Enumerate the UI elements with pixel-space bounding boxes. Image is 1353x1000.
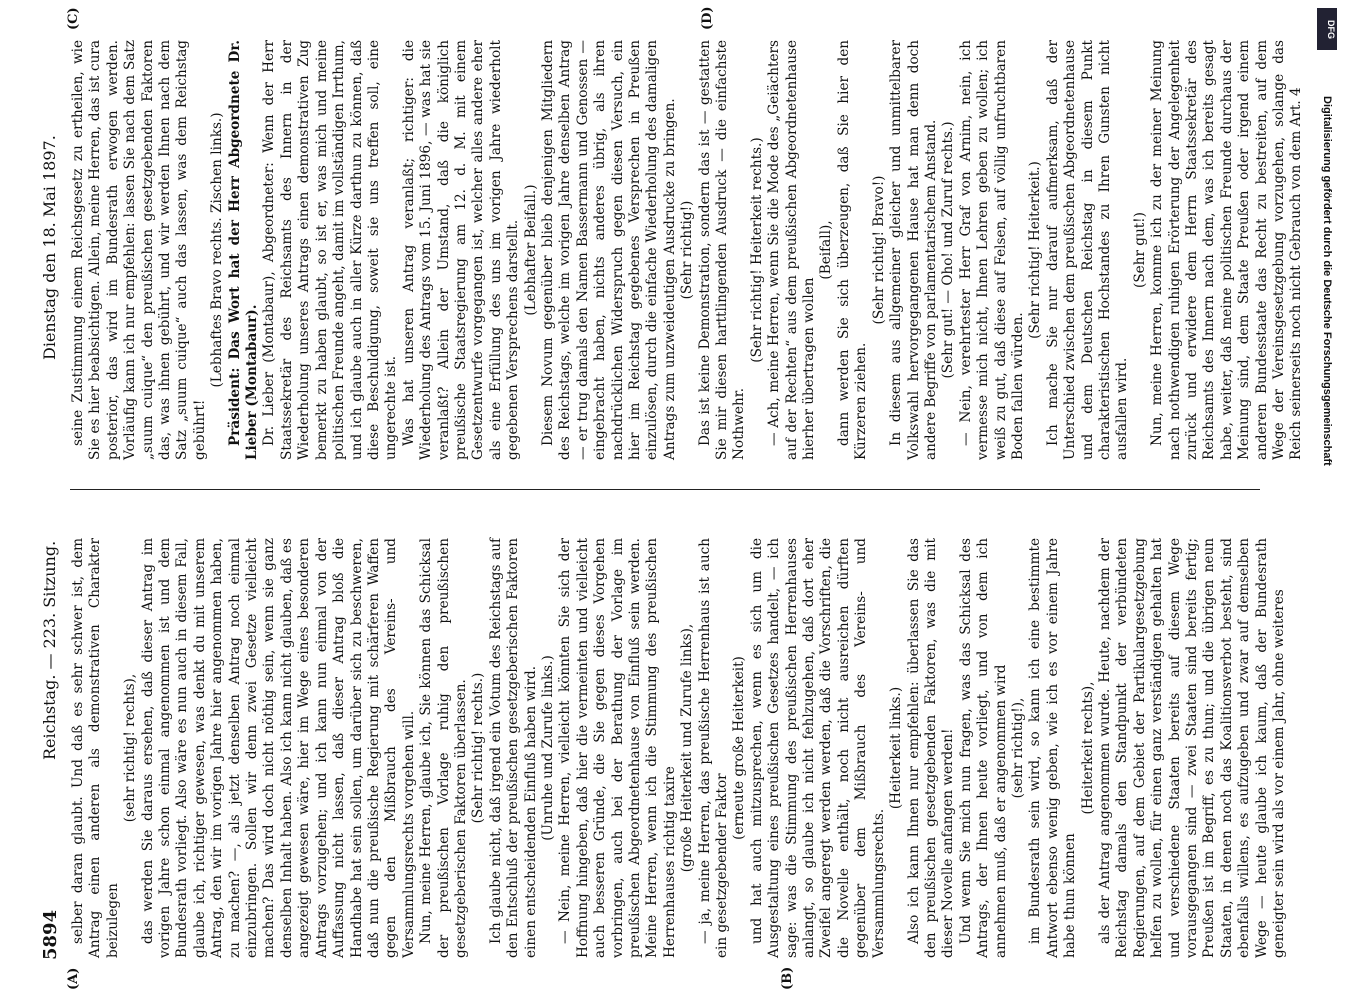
header-session: Reichstag. — 223. Sitzung. xyxy=(40,540,59,760)
interjection: (Unruhe und Zurufe links.) xyxy=(539,655,556,841)
paragraph: Diesem Novum gegenüber blieb denjenigen Mitgliedern des Reichstags, welche im vorigen Jahre denselben Antrag — er trug damals den Namen Bassermann und Genossen — eingebracht haben, nichts anderes übrig, als ihren nachdrücklichen Widerspruch gegen diesen Versuch, ein hier im Reichstag gegebenes Versprechen in Preußen einzulösen, durch die einfache Wiederholung des damaligen Antrags zum unzweideutigen Ausdrucke zu bringen. xyxy=(539,40,678,460)
paragraph: Dr. Lieber (Montabaur), Abgeordneter: Wenn der Herr Staatssekretär des Reichsamts des Innern in der Wiederholung unseres Antrags einen demonstrativen Zug bemerkt zu haben glaubt, so ist er, was mich und meine politischen Freunde angeht, damit im vollständigen Irrthum, und ich glaube auch in aller Kürze darthun zu können, daß diese Beschuldigung, soweit sie uns treffen soll, eine ungerechte ist. xyxy=(261,40,400,460)
paragraph: Das ist keine Demonstration, sondern das ist — gestatten Sie mir diesen harttlingenden Ausdruck — die einfachste Nothwehr. xyxy=(696,40,748,460)
paragraph: selber daran glaubt. Und daß es sehr schwer ist, dem Antrag einen anderen als demonstrativen Charakter beizulegen xyxy=(70,538,121,958)
interjection: (Heiterkeit links.) xyxy=(888,686,905,810)
interjection: (große Heiterkeit und Zurufe links), xyxy=(679,623,696,873)
column-divider xyxy=(70,489,1260,490)
interjection: (Beifall), xyxy=(818,220,835,280)
column-left xyxy=(70,538,1288,958)
paragraph: — Nein, meine Herren, vielleicht könnten Sie sich der Hoffnung hingeben, daß hier die vermeinten und vielleicht auch besseren Gründe, die Sie gegen dieses Vorgehen vorbringen, auch bei der Berathung der Vorlage im preußischen Abgeordnetenhause von Einfluß sein werden. Meine Herren, wenn ich die Stimmung des preußischen Herrenhauses richtig taxire xyxy=(557,538,678,958)
paragraph: im Bundesrath sein wird, so kann ich eine bestimmte Antwort ebenso wenig geben, wie ich es vor einem Jahre habe thun können xyxy=(1027,538,1079,958)
speaker-line: Präsident: Das Wort hat der Herr Abgeordnete Dr. Lieber (Montabaur). xyxy=(226,40,261,460)
paragraph: und hat auch mitzusprechen, wenn es sich um die Ausgestaltung eines preußischen Gesetzes handelt, — ich sage: was die Stimmung des preußischen Herrenhauses anlangt, so glaube ich nicht fehlzugehen, daß dort eher Zweifel angeregt werden werden, daß die Vorschriften, die die Novelle enthält, noch nicht ausreichen dürften gegenüber dem Mißbrauch des Vereins- und Versammlungsrechts. xyxy=(748,538,887,958)
dfg-logo: DFG xyxy=(1317,8,1337,50)
paragraph: — Nein, verehrtester Herr Graf von Arnim, nein, ich vermesse mich nicht, Ihnen Lehren geben zu wollen; ich weiß zu gut, daß diese auf Felsen, auf völlig unfruchtbaren Boden fallen würden. xyxy=(957,40,1026,460)
interjection: (Sehr gut!) xyxy=(1131,212,1148,288)
digitization-note xyxy=(1317,6,1339,996)
paragraph: seine Zustimmung einem Reichsgesetz zu ertheilen, wie Sie es hier beabsichtigen. Allein, meine Herren, das ist cura posterior, das wird im Bundesrath erwogen werden. Vorläufig kann ich nur empfehlen: lassen Sie nach dem Satz „suum cuique“ den preußischen gesetzgebenden Faktoren das, was ihnen gebührt, und wir werden Ihnen nach dem Satz „suum cuique“ auch das lassen, was dem Reichstag gebührt! xyxy=(70,40,208,460)
interjection: (Sehr richtig! Bravo!) xyxy=(870,175,887,325)
paragraph: als der Antrag angenommen wurde. Heute, nachdem der Reichstag damals den Standpunkt der verbündeten Regierungen, auf dem Gebiet der Partikulargesetzgebung helfen zu wollen, für einen ganz verständigen gehalten hat und verschiedene Staaten bereits auf diesem Wege vorausgegangen sind — zwei Staaten sind bereits fertig; Preußen ist im Begriff, es zu thun; und die übrigen neun Staaten, in denen noch das Koalitionsverbot besteht, sind ebenfalls willens, es aufzugeben und zwar auf demselben Wege — heute glaube ich kaum, daß der Bundesrath geneigter sein wird als vor einem Jahr, ohne weiteres xyxy=(1096,538,1288,958)
interjection: (erneute große Heiterkeit) xyxy=(731,656,748,840)
paragraph: Nun, meine Herren, komme ich zu der meiner Meinung nach nothwendigen ruhigen Erörterung der Angelegenheit zurück und erwidere dem Herrn Staatssekretär des Reichsamts des Innern nach dem, was ich bereits gesagt habe, weiter, daß meine politischen Freunde durchaus der Meinung sind, dem Staate Preußen oder irgend einem anderen Bundesstaate das Recht zu bestreiten, auf dem Wege der Vereinsgesetzgebung vorzugehen, solange das Reich seinerseits noch nicht Gebrauch von dem Art. 4 xyxy=(1149,40,1305,460)
paragraph: Was hat unseren Antrag veranlaßt; richtiger: die Wiederholung des Antrags vom 15. Juni 1896, — was hat sie veranlaßt? Allein der Umstand, daß die königlich preußische Staatsregierung am 12. d. M. mit einem Gesetzentwurfe vorgegangen ist, welcher alles andere eher als eine Erfüllung des uns im vorigen Jahre wiederholt gegebenen Versprechens darstellt. xyxy=(400,40,522,460)
paragraph: Und wenn Sie mich nun fragen, was das Schicksal des Antrags, der Ihnen heute vorliegt, und von dem ich annehmen muß, daß er angenommen wird xyxy=(957,538,1009,958)
paragraph: das werden Sie daraus ersehen, daß dieser Antrag im vorigen Jahre schon einmal angenommen ist und dem Bundesrath vorliegt. Also wäre es nun auch in diesem Fall, glaube ich, richtiger gewesen, was denkt du mit unserem Antrag, den wir im vorigen Jahre hier angenommen haben, zu machen? —, als jetzt denselben Antrag noch einmal einzubringen. Sollen wir denn zwei Gesetze vielleicht machen? Das wird doch nicht nöthig sein, wenn sie ganz denselben Inhalt haben. Also ich kann nicht glauben, daß es angezeigt gewesen wäre, hier im Wege eines besonderen Antrags vorzugehen; und ich kann nun einmal von der Auffassung nicht lassen, daß dieser Antrag bloß die Handhabe hat sein sollen, um darüber sich zu beschweren, daß nun die preußische Regierung mit schärferen Waffen gegen den Mißbrauch des Vereins- und Versammlungsrechts vorgehen will. xyxy=(139,538,417,958)
interjection: (Lebhaftes Bravo rechts. Zischen links.) xyxy=(209,112,226,388)
margin-marker-c: (C) xyxy=(66,7,81,30)
paragraph: Also ich kann Ihnen nur empfehlen: überlassen Sie das den preußischen gesetzgebenden Faktoren, was die mit dieser Novelle anfangen werden! xyxy=(905,538,957,958)
paragraph: — ja, meine Herren, das preußische Herrenhaus ist auch ein gesetzgebender Faktor xyxy=(696,538,731,958)
interjection: (Sehr richtig! rechts.) xyxy=(470,672,487,824)
paragraph: In diesem aus allgemeiner gleicher und unmittelbarer Volkswahl hervorgegangenen Hause hat man denn doch andere Begriffe von parlamentarischem Anstand. xyxy=(888,40,939,460)
interjection: (Heiterkeit rechts), xyxy=(1079,681,1096,815)
interjection: (Sehr richtig! Heiterkeit rechts.) xyxy=(748,137,765,363)
paragraph: dann werden Sie sich überzeugen, daß Sie hier den Kürzeren ziehen. xyxy=(835,40,870,460)
column-right xyxy=(70,40,1306,460)
paragraph: — Ach, meine Herren, wenn Sie die Mode des „Geiächters auf der Rechten“ aus dem preußischen Abgeordnetenhause hierher übertragen wollen xyxy=(766,40,818,460)
header-date: Dienstag den 18. Mai 1897. xyxy=(40,135,59,360)
paragraph: Ich glaube nicht, daß irgend ein Votum des Reichstags auf den Entschluß der preußischen gesetzgeberischen Faktoren einen entscheidenden Einfluß haben wird. xyxy=(487,538,539,958)
paragraph: Nun, meine Herren, glaube ich, Sie können das Schicksal der preußischen Vorlage ruhig den preußischen gesetzgeberischen Faktoren überlassen. xyxy=(418,538,469,958)
interjection: (Lebhafter Beifall.) xyxy=(522,184,539,316)
interjection: (Sehr richtig! Heiterkeit.) xyxy=(1027,161,1044,339)
page-number: 5894 xyxy=(40,909,61,960)
margin-marker-a: (A) xyxy=(66,967,81,990)
interjection: (sehr richtig!), xyxy=(1009,697,1026,799)
interjection: (Sehr richtig!) xyxy=(679,200,696,300)
interjection: (sehr richtig! rechts), xyxy=(122,673,139,823)
digitization-note-text: Digitalisierung gefördert durch die Deutsche Forschungsgemeinschaft xyxy=(1321,96,1333,466)
paragraph: Ich mache Sie nur darauf aufmerksam, daß der Unterschied zwischen dem preußischen Abgeordnetenhause und dem Deutschen Reichstag in diesem Punkt charakteristischen Hochstandes zu Ihren Gunsten nicht ausfallen wird. xyxy=(1044,40,1131,460)
interjection: (Sehr gut! — Oho! und Zuruf rechts.) xyxy=(940,121,957,379)
margin-marker-b: (B) xyxy=(780,966,795,990)
margin-marker-d: (D) xyxy=(700,6,715,30)
